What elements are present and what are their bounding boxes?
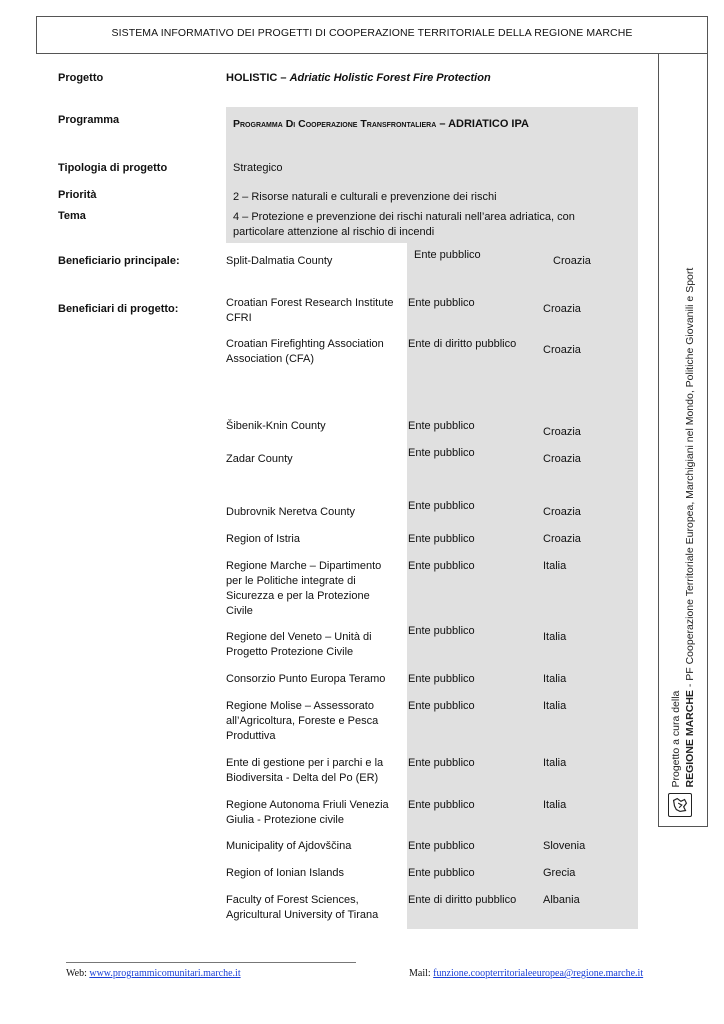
partner-name: Regione Molise – Assessorato all’Agricoltura, Foreste e Pesca Produttiva <box>226 700 379 742</box>
lead-partner-name: Split-Dalmatia County <box>226 255 333 267</box>
partner-name: Croatian Forest Research Institute CFRI <box>226 297 394 324</box>
partner-type: Ente pubblico <box>408 867 475 879</box>
partner-name: Region of Ionian Islands <box>226 867 345 879</box>
footer-divider <box>66 962 356 963</box>
partner-country: Croazia <box>543 506 581 518</box>
tipologia-label: Tipologia di progetto <box>58 162 168 174</box>
progetto-title: Adriatic Holistic Forest Fire Protection <box>289 72 491 84</box>
side-banner-line1: Progetto a cura della <box>670 690 682 787</box>
partner-type: Ente pubblico <box>408 840 475 852</box>
progetto-dash: – <box>277 72 290 84</box>
partner-country: Italia <box>543 799 567 811</box>
partner-country: Croazia <box>543 533 581 545</box>
priorita-value: 2 – Risorse naturali e culturali e prevenzione dei rischi <box>233 191 497 203</box>
progetto-value <box>226 71 491 86</box>
side-banner-line2 <box>683 242 697 787</box>
partner-country: Croazia <box>543 453 581 465</box>
partner-type: Ente pubblico <box>408 420 475 432</box>
lead-partner-country: Croazia <box>553 255 591 267</box>
page-title: SISTEMA INFORMATIVO DEI PROGETTI DI COOPERAZIONE TERRITORIALE DELLA REGIONE MARCHE <box>111 27 633 39</box>
partner-type: Ente pubblico <box>408 297 475 309</box>
tipologia-value: Strategico <box>233 162 283 174</box>
partner-type: Ente pubblico <box>408 500 475 512</box>
programma-suffix: – ADRIATICO IPA <box>436 118 529 130</box>
programma-name: Programma Di Cooperazione Transfrontaliera <box>233 118 437 130</box>
partner-country: Slovenia <box>543 840 586 852</box>
partner-name: Croatian Firefighting Association Association (CFA) <box>226 338 384 365</box>
partner-type: Ente pubblico <box>408 799 475 811</box>
priorita-label: Priorità <box>58 189 97 201</box>
tema-label: Tema <box>58 210 86 222</box>
programma-label: Programma <box>58 114 120 126</box>
side-banner-org: REGIONE MARCHE <box>684 689 696 787</box>
partner-name: Consorzio Punto Europa Teramo <box>226 673 386 685</box>
footer-mail-label: Mail: <box>409 968 434 979</box>
partner-type: Ente pubblico <box>408 700 475 712</box>
partner-country: Croazia <box>543 344 581 356</box>
partner-name: Ente di gestione per i parchi e la Biodiversita - Delta del Po (ER) <box>226 757 384 784</box>
partner-type: Ente pubblico <box>408 625 475 637</box>
beneficiari-progetto-label: Beneficiari di progetto: <box>58 303 179 315</box>
footer-web-label: Web: <box>66 968 90 979</box>
footer-web <box>66 968 241 979</box>
partner-type: Ente di diritto pubblico <box>408 894 517 906</box>
programma-value <box>233 117 529 132</box>
side-banner-text <box>669 242 697 787</box>
footer-web-link[interactable]: www.programmicomunitari.marche.it <box>89 968 241 979</box>
side-banner-text-wrap <box>660 242 706 787</box>
partner-country: Grecia <box>543 867 576 879</box>
progetto-label: Progetto <box>58 72 104 84</box>
side-banner-dept: - PF Cooperazione Territoriale Europea, Marchigiani nel Mondo, Politiche Giovanili e Sport <box>684 267 696 690</box>
partner-name: Faculty of Forest Sciences, Agricultural University of Tirana <box>226 894 379 921</box>
partner-name: Dubrovnik Neretva County <box>226 506 356 518</box>
partner-type: Ente pubblico <box>408 447 475 459</box>
partner-country: Italia <box>543 673 567 685</box>
partner-country: Albania <box>543 894 580 906</box>
partner-type: Ente pubblico <box>408 757 475 769</box>
partner-country: Italia <box>543 757 567 769</box>
partner-name: Šibenik-Knin County <box>226 420 326 432</box>
regione-marche-logo-icon <box>668 793 692 817</box>
partner-name: Region of Istria <box>226 533 300 545</box>
partner-type: Ente pubblico <box>408 533 475 545</box>
lead-partner-type: Ente pubblico <box>414 249 481 261</box>
partner-type: Ente pubblico <box>408 673 475 685</box>
partner-country: Italia <box>543 700 567 712</box>
partner-name: Regione del Veneto – Unità di Progetto Protezione Civile <box>226 631 372 658</box>
partner-name: Zadar County <box>226 453 293 465</box>
tema-value: 4 – Protezione e prevenzione dei rischi naturali nell’area adriatica, con particolare attenzione al rischio di incendi <box>233 211 575 238</box>
progetto-acronym: HOLISTIC <box>226 72 278 84</box>
partner-country: Croazia <box>543 426 581 438</box>
partner-type: Ente di diritto pubblico <box>408 338 517 350</box>
partner-country: Italia <box>543 560 567 572</box>
partner-country: Italia <box>543 631 567 643</box>
partner-name: Regione Autonoma Friuli Venezia Giulia - Protezione civile <box>226 799 389 826</box>
footer-mail-link[interactable]: funzione.coopterritorialeeuropea@regione.marche.it <box>433 968 644 979</box>
beneficiario-principale-label: Beneficiario principale: <box>58 255 180 267</box>
partner-country: Croazia <box>543 303 581 315</box>
partner-type: Ente pubblico <box>408 560 475 572</box>
header-box <box>36 16 708 54</box>
partner-name: Regione Marche – Dipartimento per le Politiche integrate di Sicurezza e per la Protezione Civile <box>226 560 382 617</box>
partner-name: Municipality of Ajdovščina <box>226 840 352 852</box>
footer-mail <box>409 968 643 979</box>
